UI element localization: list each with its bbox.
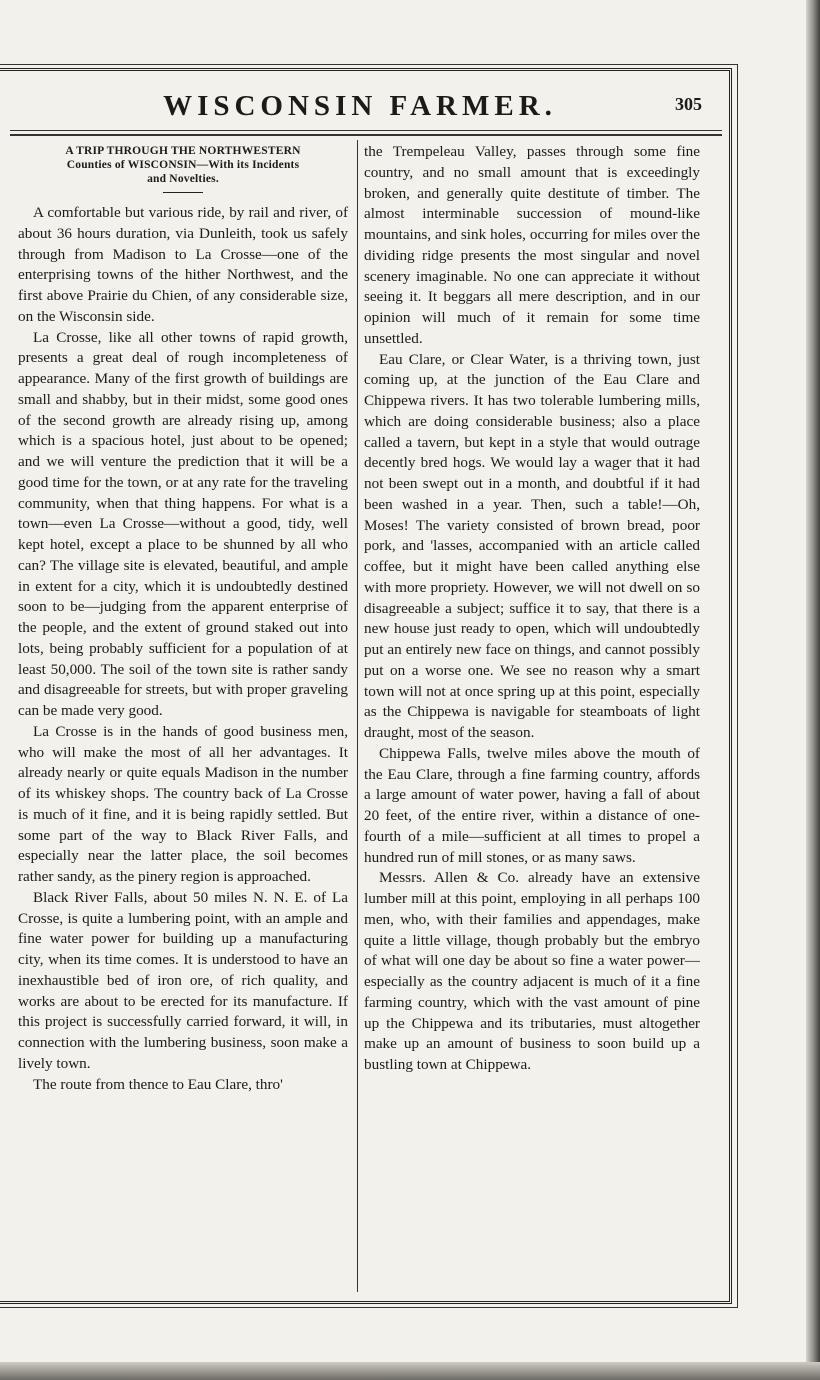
paragraph: Eau Clare, or Clear Water, is a thriving town, just coming up, at the junction of the Eau Clare and Chippewa rivers. It has two tolerable lumbering mills, which are doing considerable business; also a place called a tavern, but kept in a style that would outrage decently bred hogs. We would lay a wager that it had not been swept out in a month, and doubtful if it had been washed in a year. Then, such a table!—Oh, Moses! The variety consisted of brown bread, poor pork, and 'lasses, accompanied with an article called coffee, but it might have been called anything else with more propriety. However, we will not dwell on so disagreeable a subject; suffice it to say, that there is a new house just ready to open, which will undoubtedly put an entirely new face on things, and cannot possibly put on a worse one. We see no reason why a smart town will not at once spring up at this point, especially as the Chippewa is navigable for steamboats of light draught, most of the season. — [364, 350, 700, 741]
paragraph: A comfortable but various ride, by rail and river, of about 36 hours duration, via Dunleith, took us safely through from Madison to La Crosse—one of the enterprising towns of the hither Northwest, and the first above Prairie du Chien, of any considerable size, on the Wisconsin side. — [18, 204, 348, 325]
paragraph: Black River Falls, about 50 miles N. N. E. of La Crosse, is quite a lumbering point, with an ample and fine water power for building up a manufacturing city, when its time comes. It is understood to have an inexhaustible bed of iron ore, of rich quality, and works are about to be erected for its manufacture. If this project is successfully carried forward, it will, in connection with the lumbering business, soon make a lively town. — [18, 888, 348, 1072]
masthead — [0, 84, 732, 132]
header-rule-heavy — [10, 134, 722, 136]
left-column — [18, 142, 348, 1095]
header-rule — [10, 130, 722, 131]
paragraph: La Crosse, like all other towns of rapid growth, presents a great deal of rough incompleteness of appearance. Many of the first growth of buildings are small and shabby, but in their midst, some good ones of the second growth are already rising up, among which is a spacious hotel, just about to be opened; and we will venture the prediction that it will be a good time for the town, or at any rate for the traveling community, when that thing happens. For what is a town—even La Crosse—without a good, tidy, well kept hotel, except a place to be shunned by all who can? The village site is elevated, beautiful, and ample in extent for a city, which it is undoubtedly destined soon to be—judging from the apparent enterprise of the people, and the extent of ground staked out into lots, being probably sufficient for a population of at least 50,000. The soil of the town site is rather sandy and disagreeable for streets, but with proper graveling can be made very good. — [18, 328, 348, 719]
page-number: 305 — [675, 94, 702, 114]
article-heading — [18, 144, 348, 186]
article-heading-line3: and Novelties. — [147, 173, 219, 185]
scan-bottom-edge — [0, 1362, 820, 1380]
paragraph: The route from thence to Eau Clare, thro' — [33, 1075, 283, 1093]
paragraph: La Crosse is in the hands of good business men, who will make the most of all her advantages. It already nearly or quite equals Madison in the number of its whiskey shops. The country back of La Crosse is much of it fine, and it is being rapidly settled. But some part of the way to Black River Falls, and especially near the latter place, the soil becomes rather sandy, as the pinery region is approached. — [18, 722, 348, 885]
scan-edge — [806, 0, 820, 1380]
paragraph: Messrs. Allen & Co. already have an extensive lumber mill at this point, employing in all perhaps 100 men, who, with their families and appendages, make quite a little village, though probably but the embryo of what will one day be about so fine a water power—especially as the country adjacent is much of it a fine farming country, which with the vast amount of pine up the Chippewa and its tributaries, must altogether make up an amount of business to soon build up a bustling town at Chippewa. — [364, 869, 700, 1073]
article-heading-line1: A TRIP THROUGH THE NORTHWESTERN — [65, 145, 301, 157]
paragraph: Chippewa Falls, twelve miles above the mouth of the Eau Clare, through a fine farming country, affords a large amount of water power, having a fall of about 20 feet, of the entire river, within a distance of one-fourth of a mile—sufficient at all times to propel a hundred run of mill stones, or as many saws. — [364, 744, 700, 866]
column-divider — [357, 140, 358, 1292]
article-heading-line2: Counties of WISCONSIN—With its Incidents — [66, 159, 300, 171]
paragraph-continued: the Trempeleau Valley, passes through some fine country, and no small amount that is exceedingly broken, and generally quite destitute of timber. The almost interminable succession of mound-like mountains, and sink holes, occurring for miles over the dividing ridge presents the most singular and novel scenery imaginable. No one can appreciate it without seeing it. It beggars all mere description, and in our opinion will much of it remain for some time unsettled. — [364, 143, 700, 347]
publication-title: WISCONSIN FARMER. — [163, 90, 557, 122]
heading-rule — [163, 192, 203, 193]
right-column — [364, 142, 700, 1076]
